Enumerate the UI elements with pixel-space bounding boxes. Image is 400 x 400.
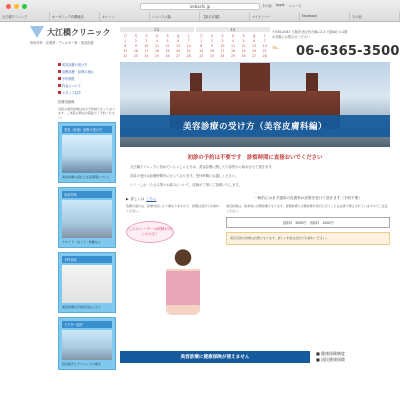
calendar-day: 22 [123,54,128,58]
intro-paragraph: シミ・しわ・たるみ等のお悩みについて、医師が丁寧にご説明いたします。 [130,183,242,187]
calendar-day: 土 [187,34,191,38]
calendar-day: 8 [124,44,127,48]
calendar-day: 16 [209,49,214,53]
bullet-icon [58,63,61,66]
speech-bubble [126,221,174,243]
bullet-icon [58,77,61,80]
speech-text: しみのレーザーは保険が効くのかな？ [128,227,172,236]
bookmark-item[interactable]: その他 [262,4,272,8]
sidebar-link[interactable] [58,69,116,74]
sidebar-link-label: スタッフ紹介 [62,91,82,95]
calendar-day: 6 [177,39,180,43]
calendar-day: 1 [200,39,203,43]
content-row [120,196,390,315]
calendar-day: 17 [144,49,149,53]
calendar-day: 13 [176,44,181,48]
calendar-day: 7 [187,39,190,43]
calendar-day: 18 [230,49,236,53]
calendar-day: 19 [165,49,170,53]
sidebar-banner[interactable] [58,122,116,183]
calendar-mar [196,27,270,58]
calendar-day: 8 [200,44,203,48]
calendar-day: 20 [252,49,257,53]
calendar-title: 2月 [120,27,194,32]
woman-illustration [166,245,200,315]
sidebar-link[interactable] [58,62,116,67]
banner-text: 美容診療の流れと注意事項について [62,175,110,179]
sidebar [58,62,116,374]
calendar-day: 11 [230,44,236,48]
bookmarks-bar [262,3,301,8]
insurance-item[interactable]: ■ 健康保険制度 [316,351,346,356]
notice-heading: 初診の予約は不要です 診察時間に直接おいでください [187,155,323,161]
calendar-feb [120,27,194,58]
details-link[interactable]: こちら [146,197,157,201]
calendar-day: 28 [262,54,267,58]
calendar-day: 18 [154,49,160,53]
intro-paragraph: 初診の受付は診療時間内に行っております。受付時間にお越しください。 [130,174,239,178]
insurance-item[interactable]: ■ 国民健康保険 [316,357,346,362]
calendar-day: 5 [242,39,245,43]
calendar-day: 17 [220,49,225,53]
phone-number[interactable]: 06-6365-3500 [296,44,400,59]
clinic-logo[interactable] [30,26,111,38]
calendar-day: 5 [166,39,169,43]
calendar-day: 日 [123,34,127,38]
calendar-day: 金 [176,34,180,38]
contact-info [272,30,382,39]
sidebar-link-label: 美容診療の受け方 [62,63,88,67]
bookmark-item[interactable]: ニュース [288,4,302,8]
sidebar-section-title: 医療用画像 [58,100,75,104]
bullet-icon [58,70,61,73]
banner-image [62,265,112,303]
calendar-day: 12 [241,44,246,48]
zoom-button[interactable] [22,4,27,9]
browser-chrome [0,0,400,22]
calendar-day: 26 [241,54,246,58]
window-controls[interactable] [6,4,27,9]
banner-image [62,200,112,238]
building-tower [306,73,318,91]
banner-header: 美容（形成）診察の受け方 [62,126,112,133]
tab[interactable]: 大江橋クリニック [0,12,50,21]
calendar-day: 14 [262,44,267,48]
tab[interactable]: オーガニック有機栽培 [50,12,100,21]
calendar-day: 金 [252,34,256,38]
tab[interactable]: ニュース大阪 [150,12,200,21]
calendar-day: 15 [123,49,128,53]
sidebar-link-label: 治療診療・診察の流れ [62,70,94,74]
main-content [120,62,390,315]
page-title-banner [120,115,390,137]
minimize-button[interactable] [14,4,19,9]
calendar-day: 23 [209,54,214,58]
bookmark-item[interactable]: Apple [275,3,285,7]
logo-text: 大江橋クリニック [47,26,111,37]
insurance-banner: 美容診療に健康保険が使えません [120,351,310,363]
calendar-day: 水 [231,34,235,38]
calendar-day: 19 [241,49,246,53]
calendar-day: 14 [186,44,191,48]
banner-text: 美容診療の予約状況はこちら [62,305,102,309]
sidebar-link[interactable] [58,83,116,88]
right-text: 美容診療は、基本的に自費診療となります。保険診療と自費診療を同日に行うことは法律で禁止されていますのでご注意ください。 [226,204,388,213]
calendar-day: 25 [230,54,236,58]
calendar-day: 木 [241,34,246,38]
banner-header: ドクター紹介 [62,321,112,328]
details-text: 詳しくは [130,197,145,201]
calendar-day: 月 [210,34,214,38]
sidebar-banner[interactable] [58,317,116,370]
calendar-day: 24 [220,54,225,58]
calendar-day: 1 [124,39,127,43]
calendar-day: 16 [133,49,138,53]
banner-text: ケロイド・ほくろ・粉瘤など [62,240,101,244]
calendar-grid [196,33,270,58]
calendar-title: 3月 [196,27,270,32]
banner-header: 形成外科 [62,191,112,198]
calendar-day: 11 [154,44,160,48]
calendar-day: 3 [145,39,148,43]
calendar-day: 火 [220,34,225,38]
hero-image [120,62,390,147]
sidebar-banner[interactable] [58,252,116,313]
calendar-day: 7 [263,39,266,43]
calendar-day: 9 [210,44,213,48]
phone-label: TEL: [272,46,280,50]
right-heading: 一般的にはまず通常の皮膚科の診察を受けて頂きます（予約不要） [254,196,362,200]
tab[interactable]: キャノン [100,12,150,21]
calendar-day: 15 [199,49,204,53]
calendar-day: 21 [186,49,191,53]
tab[interactable]: その他 [350,12,400,21]
calendar-day: 27 [176,54,181,58]
calendar-day: 20 [176,49,181,53]
calendar-day: 28 [186,54,191,58]
sidebar-link[interactable] [58,90,116,95]
calendar-day: 23 [133,54,138,58]
calendar-day: 3 [221,39,224,43]
calendar-day: 6 [253,39,256,43]
calendar-day: 21 [262,49,267,53]
page-title: 美容診療の受け方（美容皮膚科編） [182,122,327,132]
calendar-day: 木 [165,34,170,38]
calendar-day: 12 [165,44,170,48]
insurance-list [316,351,345,363]
intro-paragraph: 大江橋クリニックに初めていらっしゃる方は、美容診療に関しての診察から始めさせて頂きます。 [130,165,275,169]
sidebar-link-label: 予約制度 [62,77,75,81]
sidebar-banner[interactable] [58,187,116,248]
calendar-day: 日 [199,34,203,38]
calendar-day: 9 [134,44,137,48]
banner-header: 予約状況 [62,256,112,263]
calendar-day: 10 [220,44,225,48]
tab[interactable]: Facebook [300,12,350,21]
tab[interactable]: 【楽天市場】 [200,12,250,21]
calendar-day: 24 [144,54,149,58]
flow-note: 治療の流れは、診療内容により異なりますので、詳細は受付でお尋ねください。 [126,204,219,213]
bullet-icon [58,84,61,87]
contact-note: お気軽にお問合せください [272,34,311,39]
calendar-day: 22 [199,54,204,58]
info-box: 美容目的の治療は自費となります。詳しい料金は受付でお尋ねください。 [226,232,390,245]
bullet-icon [58,91,61,94]
details-label [126,196,220,201]
sidebar-text: 当院の美容診療は完全予約制となっております。ご来院の際はお電話でご予約ください。 [58,107,116,119]
close-button[interactable] [6,4,11,9]
calendar-day: 4 [155,39,158,43]
banner-image [62,135,112,173]
tab-bar [0,12,400,21]
address-text: 〒530-0047 大阪市北区西天満1-2-5 大阪JAビル1階 [272,30,348,34]
logo-icon [30,26,44,38]
address-bar[interactable]: oebashi.jp [140,3,260,10]
calendar-day: 土 [263,34,267,38]
calendar-day: 10 [144,44,149,48]
banner-image [62,330,112,360]
calendar-day: 2 [134,39,137,43]
tab[interactable]: マイナンバー [250,12,300,21]
calendar-grid [120,33,194,58]
sidebar-link-label: 料金について [62,84,82,88]
calendar-day: 火 [144,34,149,38]
building-tower [190,73,202,91]
calendar-day: 26 [165,54,170,58]
calendar-day: 4 [231,39,234,43]
sidebar-link[interactable] [58,76,116,81]
calendar-day: 25 [154,54,160,58]
triangle-icon: ▶ [126,196,129,201]
calendar-day: 月 [134,34,138,38]
calendar-day: 水 [155,34,159,38]
banner-text: 院長紹介とクリニックの理念 [62,362,101,366]
left-column [120,196,220,315]
calendar-day: 2 [210,39,213,43]
logo-subtitle: 形成外科・皮膚科・アレルギー科・美容皮膚 [30,41,94,45]
right-column [226,196,390,315]
price-box: 初診料 3000円 再診料 1000円 [226,217,390,228]
calendar-day: 13 [252,44,257,48]
calendar-day: 27 [252,54,257,58]
